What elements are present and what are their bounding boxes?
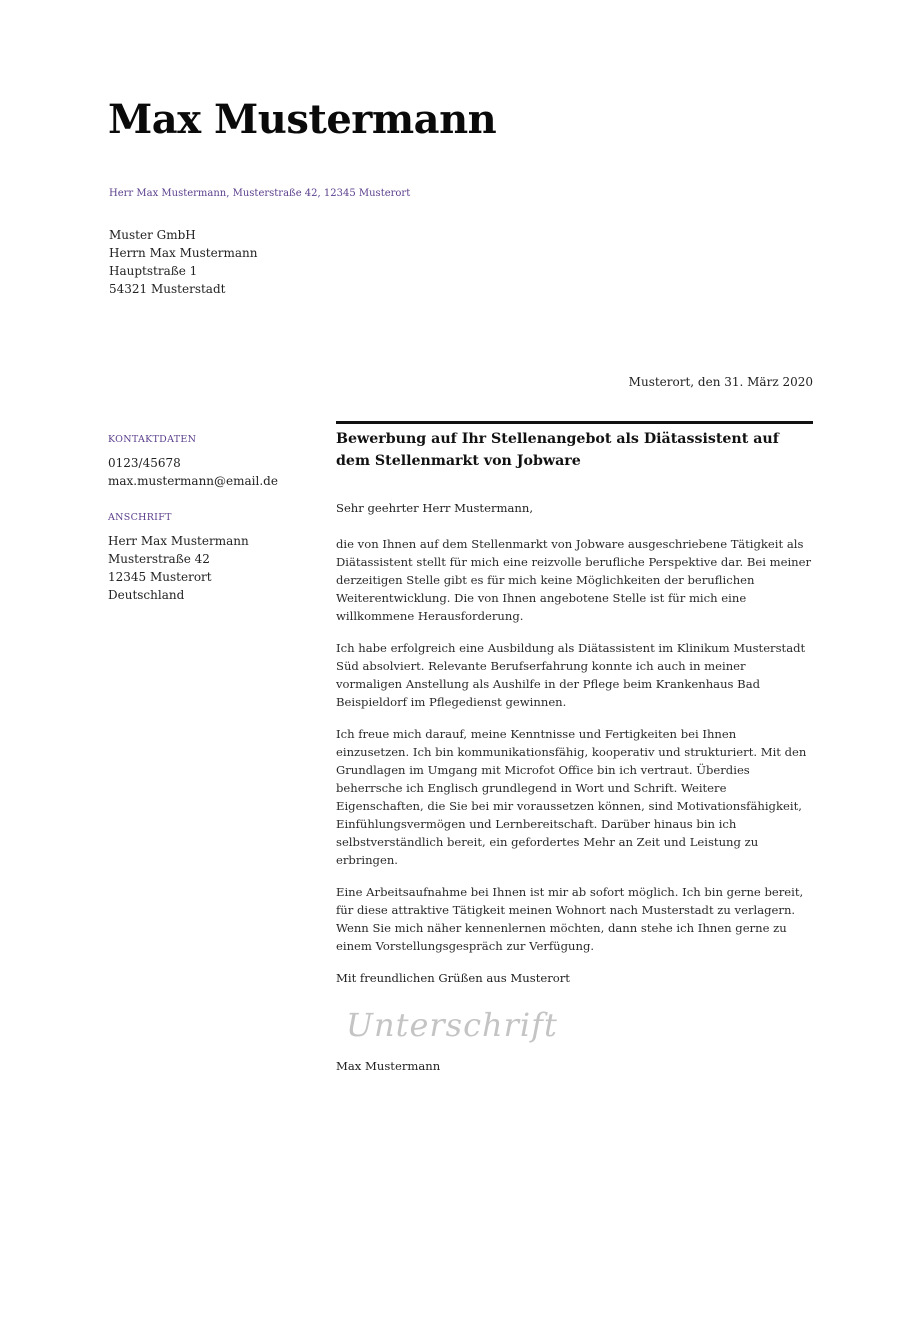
- recipient-line: Hauptstraße 1: [109, 264, 198, 278]
- contact-details: [108, 454, 308, 490]
- recipient-address: [109, 226, 257, 298]
- sender-address-line: Herr Max Mustermann, Musterstraße 42, 12345 Musterort: [109, 188, 411, 199]
- letter-body: [336, 421, 813, 1075]
- address-heading: ANSCHRIFT: [108, 512, 172, 523]
- subject-line: Bewerbung auf Ihr Stellenangebot als Diätassistent auf dem Stellenmarkt von Jobware: [336, 431, 779, 469]
- salutation: Sehr geehrter Herr Mustermann,: [336, 501, 534, 515]
- subject-divider: [336, 421, 813, 424]
- address-line: 12345 Musterort: [108, 570, 212, 584]
- sidebar: [108, 434, 308, 626]
- signature: Unterschrift: [346, 1006, 558, 1044]
- recipient-line: Muster GmbH: [109, 228, 196, 242]
- address-details: [108, 532, 308, 604]
- address-line: Deutschland: [108, 588, 185, 602]
- letter-date: Musterort, den 31. März 2020: [628, 375, 813, 389]
- recipient-line: 54321 Musterstadt: [109, 282, 226, 296]
- address-line: Herr Max Mustermann: [108, 534, 249, 548]
- phone-number: 0123/45678: [108, 456, 181, 470]
- body-paragraph: die von Ihnen auf dem Stellenmarkt von Jobware ausgeschriebene Tätigkeit als Diätassistent stellt für mich eine reizvolle berufliche Perspektive dar. Bei meiner derzeitigen Stelle gibt es für mich keine Möglichkeiten der beruflichen Weiterentwicklung. Die von Ihnen angebotene Stelle ist für mich eine willkommene Herausforderung.: [336, 537, 812, 623]
- body-paragraph: Ich habe erfolgreich eine Ausbildung als Diätassistent im Klinikum Musterstadt Süd absolviert. Relevante Berufserfahrung konnte ich auch in meiner vormaligen Anstellung als Aushilfe in der Pflege beim Krankenhaus Bad Beispieldorf im Pflegedienst gewinnen.: [336, 641, 806, 709]
- sender-name-heading: Max Mustermann: [108, 96, 497, 143]
- email-address: max.mustermann@email.de: [108, 474, 278, 488]
- body-paragraph: Ich freue mich darauf, meine Kenntnisse und Fertigkeiten bei Ihnen einzusetzen. Ich bin kommunikationsfähig, kooperativ und strukturiert. Mit den Grundlagen im Umgang mit Microfot Office bin ich vertraut. Überdies beherrsche ich Englisch grundlegend in Wort und Schrift. Weitere Eigenschaften, die Sie bei mir voraussetzen können, sind Motivationsfähigkeit, Einfühlungsvermögen und Lernbereitschaft. Darüber hinaus bin ich selbstverständlich bereit, ein gefordertes Mehr an Zeit und Leistung zu erbringen.: [336, 727, 807, 867]
- closing-line: Mit freundlichen Grüßen aus Musterort: [336, 971, 570, 985]
- body-paragraph: Eine Arbeitsaufnahme bei Ihnen ist mir ab sofort möglich. Ich bin gerne bereit, für diese attraktive Tätigkeit meinen Wohnort nach Musterstadt zu verlagern. Wenn Sie mich näher kennenlernen möchten, dann stehe ich Ihnen gerne zu einem Vorstellungsgespräch zur Verfügung.: [336, 885, 804, 953]
- contact-heading: KONTAKTDATEN: [108, 434, 197, 445]
- address-line: Musterstraße 42: [108, 552, 210, 566]
- recipient-line: Herrn Max Mustermann: [109, 246, 258, 260]
- signer-name: Max Mustermann: [336, 1059, 441, 1073]
